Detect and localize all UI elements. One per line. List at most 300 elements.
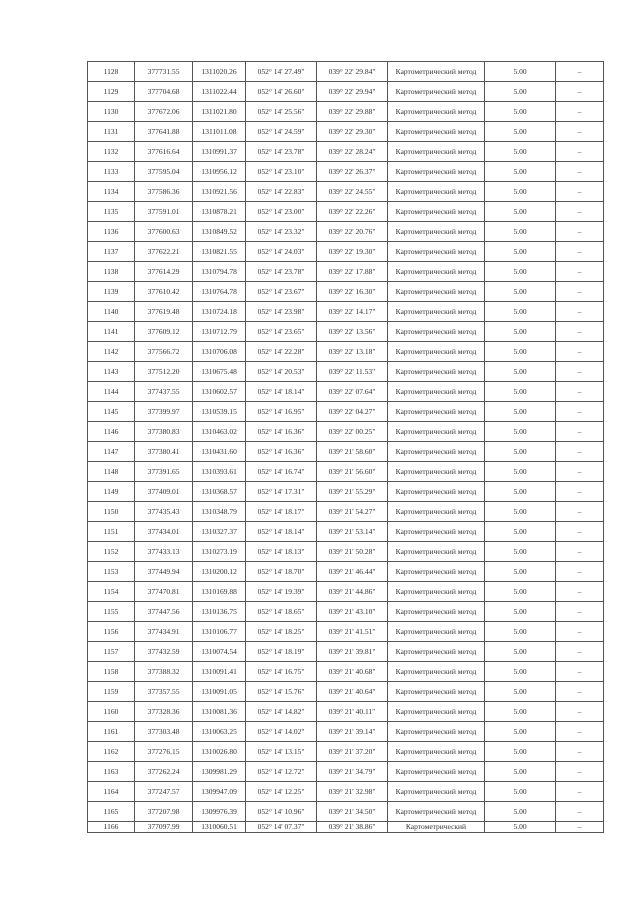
latitude-cell: 052° 14' 16.36": [246, 422, 317, 442]
y-coordinate-cell: 1310764.78: [193, 282, 246, 302]
method-cell: Картометрический метод: [388, 222, 485, 242]
description-cell: –: [556, 282, 604, 302]
x-coordinate-cell: 377609.12: [135, 322, 193, 342]
longitude-cell: 039° 21' 58.60": [317, 442, 388, 462]
description-cell: –: [556, 322, 604, 342]
x-coordinate-cell: 377207.98: [135, 802, 193, 822]
point-number-cell: 1166: [88, 822, 135, 833]
accuracy-cell: 5.00: [485, 562, 556, 582]
table-row: [88, 602, 604, 622]
y-coordinate-cell: 1310200.12: [193, 562, 246, 582]
method-cell: Картометрический метод: [388, 602, 485, 622]
accuracy-cell: 5.00: [485, 382, 556, 402]
table-row: [88, 502, 604, 522]
x-coordinate-cell: 377357.55: [135, 682, 193, 702]
longitude-cell: 039° 21' 40.64": [317, 682, 388, 702]
point-number-cell: 1134: [88, 182, 135, 202]
x-coordinate-cell: 377262.24: [135, 762, 193, 782]
x-coordinate-cell: 377409.01: [135, 482, 193, 502]
table-row: [88, 462, 604, 482]
point-number-cell: 1159: [88, 682, 135, 702]
y-coordinate-cell: 1310026.80: [193, 742, 246, 762]
point-number-cell: 1130: [88, 102, 135, 122]
longitude-cell: 039° 21' 54.27": [317, 502, 388, 522]
latitude-cell: 052° 14' 20.53": [246, 362, 317, 382]
method-cell: Картометрический метод: [388, 442, 485, 462]
method-cell: Картометрический метод: [388, 782, 485, 802]
method-cell: Картометрический метод: [388, 162, 485, 182]
point-number-cell: 1137: [88, 242, 135, 262]
description-cell: –: [556, 182, 604, 202]
description-cell: –: [556, 482, 604, 502]
accuracy-cell: 5.00: [485, 582, 556, 602]
y-coordinate-cell: 1310821.55: [193, 242, 246, 262]
latitude-cell: 052° 14' 16.36": [246, 442, 317, 462]
longitude-cell: 039° 22' 11.53": [317, 362, 388, 382]
latitude-cell: 052° 14' 17.31": [246, 482, 317, 502]
description-cell: –: [556, 762, 604, 782]
y-coordinate-cell: 1310136.75: [193, 602, 246, 622]
longitude-cell: 039° 22' 19.30": [317, 242, 388, 262]
longitude-cell: 039° 22' 13.18": [317, 342, 388, 362]
method-cell: Картометрический метод: [388, 762, 485, 782]
description-cell: –: [556, 142, 604, 162]
x-coordinate-cell: 377470.81: [135, 582, 193, 602]
y-coordinate-cell: 1310273.19: [193, 542, 246, 562]
y-coordinate-cell: 1310539.15: [193, 402, 246, 422]
method-cell: Картометрический метод: [388, 422, 485, 442]
longitude-cell: 039° 21' 41.51": [317, 622, 388, 642]
longitude-cell: 039° 21' 56.60": [317, 462, 388, 482]
table-row: [88, 322, 604, 342]
description-cell: –: [556, 162, 604, 182]
coordinates-table: [87, 61, 604, 833]
point-number-cell: 1139: [88, 282, 135, 302]
description-cell: –: [556, 662, 604, 682]
point-number-cell: 1148: [88, 462, 135, 482]
method-cell: Картометрический метод: [388, 502, 485, 522]
longitude-cell: 039° 21' 38.86": [317, 822, 388, 833]
latitude-cell: 052° 14' 13.15": [246, 742, 317, 762]
point-number-cell: 1150: [88, 502, 135, 522]
y-coordinate-cell: 1310348.79: [193, 502, 246, 522]
description-cell: –: [556, 82, 604, 102]
description-cell: –: [556, 222, 604, 242]
longitude-cell: 039° 21' 43.10": [317, 602, 388, 622]
accuracy-cell: 5.00: [485, 142, 556, 162]
point-number-cell: 1132: [88, 142, 135, 162]
table-row: [88, 642, 604, 662]
latitude-cell: 052° 14' 23.78": [246, 142, 317, 162]
description-cell: –: [556, 102, 604, 122]
x-coordinate-cell: 377595.04: [135, 162, 193, 182]
x-coordinate-cell: 377434.01: [135, 522, 193, 542]
method-cell: Картометрический метод: [388, 562, 485, 582]
table-row: [88, 162, 604, 182]
method-cell: Картометрический метод: [388, 702, 485, 722]
accuracy-cell: 5.00: [485, 442, 556, 462]
accuracy-cell: 5.00: [485, 622, 556, 642]
x-coordinate-cell: 377591.01: [135, 202, 193, 222]
y-coordinate-cell: 1311020.26: [193, 62, 246, 82]
y-coordinate-cell: 1310368.57: [193, 482, 246, 502]
method-cell: Картометрический метод: [388, 362, 485, 382]
longitude-cell: 039° 21' 39.81": [317, 642, 388, 662]
table-row: [88, 342, 604, 362]
y-coordinate-cell: 1310169.88: [193, 582, 246, 602]
table-row: [88, 142, 604, 162]
y-coordinate-cell: 1310991.37: [193, 142, 246, 162]
table-row: [88, 742, 604, 762]
table-body: [88, 62, 604, 833]
table-row: [88, 482, 604, 502]
latitude-cell: 052° 14' 25.56": [246, 102, 317, 122]
accuracy-cell: 5.00: [485, 682, 556, 702]
table-row: [88, 282, 604, 302]
point-number-cell: 1157: [88, 642, 135, 662]
point-number-cell: 1155: [88, 602, 135, 622]
y-coordinate-cell: 1309976.39: [193, 802, 246, 822]
x-coordinate-cell: 377622.21: [135, 242, 193, 262]
longitude-cell: 039° 21' 44.86": [317, 582, 388, 602]
latitude-cell: 052° 14' 16.75": [246, 662, 317, 682]
latitude-cell: 052° 14' 23.00": [246, 202, 317, 222]
method-cell: Картометрический метод: [388, 282, 485, 302]
latitude-cell: 052° 14' 18.13": [246, 542, 317, 562]
longitude-cell: 039° 22' 29.84": [317, 62, 388, 82]
y-coordinate-cell: 1310712.79: [193, 322, 246, 342]
x-coordinate-cell: 377672.06: [135, 102, 193, 122]
latitude-cell: 052° 14' 26.60": [246, 82, 317, 102]
table-row: [88, 802, 604, 822]
latitude-cell: 052° 14' 18.14": [246, 522, 317, 542]
latitude-cell: 052° 14' 12.25": [246, 782, 317, 802]
longitude-cell: 039° 22' 26.37": [317, 162, 388, 182]
accuracy-cell: 5.00: [485, 282, 556, 302]
description-cell: –: [556, 462, 604, 482]
latitude-cell: 052° 14' 18.14": [246, 382, 317, 402]
point-number-cell: 1151: [88, 522, 135, 542]
description-cell: –: [556, 522, 604, 542]
y-coordinate-cell: 1310921.56: [193, 182, 246, 202]
table-row: [88, 202, 604, 222]
point-number-cell: 1153: [88, 562, 135, 582]
latitude-cell: 052° 14' 23.10": [246, 162, 317, 182]
x-coordinate-cell: 377616.64: [135, 142, 193, 162]
longitude-cell: 039° 21' 40.68": [317, 662, 388, 682]
y-coordinate-cell: 1310706.08: [193, 342, 246, 362]
table-row: [88, 82, 604, 102]
accuracy-cell: 5.00: [485, 642, 556, 662]
method-cell: Картометрический метод: [388, 242, 485, 262]
description-cell: –: [556, 402, 604, 422]
point-number-cell: 1147: [88, 442, 135, 462]
method-cell: Картометрический метод: [388, 262, 485, 282]
latitude-cell: 052° 14' 18.25": [246, 622, 317, 642]
latitude-cell: 052° 14' 24.59": [246, 122, 317, 142]
x-coordinate-cell: 377641.88: [135, 122, 193, 142]
x-coordinate-cell: 377432.59: [135, 642, 193, 662]
description-cell: –: [556, 382, 604, 402]
point-number-cell: 1129: [88, 82, 135, 102]
method-cell: Картометрический метод: [388, 742, 485, 762]
description-cell: –: [556, 542, 604, 562]
method-cell: Картометрический метод: [388, 722, 485, 742]
y-coordinate-cell: 1310794.78: [193, 262, 246, 282]
table-row: [88, 242, 604, 262]
accuracy-cell: 5.00: [485, 502, 556, 522]
method-cell: Картометрический метод: [388, 102, 485, 122]
longitude-cell: 039° 22' 29.88": [317, 102, 388, 122]
table-row: [88, 782, 604, 802]
longitude-cell: 039° 22' 16.30": [317, 282, 388, 302]
point-number-cell: 1158: [88, 662, 135, 682]
longitude-cell: 039° 21' 32.98": [317, 782, 388, 802]
accuracy-cell: 5.00: [485, 162, 556, 182]
method-cell: Картометрический метод: [388, 642, 485, 662]
point-number-cell: 1165: [88, 802, 135, 822]
y-coordinate-cell: 1310431.60: [193, 442, 246, 462]
description-cell: –: [556, 722, 604, 742]
longitude-cell: 039° 22' 13.56": [317, 322, 388, 342]
description-cell: –: [556, 822, 604, 833]
y-coordinate-cell: 1310393.61: [193, 462, 246, 482]
latitude-cell: 052° 14' 18.19": [246, 642, 317, 662]
description-cell: –: [556, 262, 604, 282]
longitude-cell: 039° 22' 20.76": [317, 222, 388, 242]
accuracy-cell: 5.00: [485, 482, 556, 502]
accuracy-cell: 5.00: [485, 462, 556, 482]
table-row: [88, 102, 604, 122]
accuracy-cell: 5.00: [485, 722, 556, 742]
description-cell: –: [556, 742, 604, 762]
x-coordinate-cell: 377391.65: [135, 462, 193, 482]
method-cell: Картометрический метод: [388, 522, 485, 542]
x-coordinate-cell: 377380.41: [135, 442, 193, 462]
description-cell: –: [556, 442, 604, 462]
table-row: [88, 622, 604, 642]
accuracy-cell: 5.00: [485, 82, 556, 102]
method-cell: Картометрический метод: [388, 682, 485, 702]
point-number-cell: 1133: [88, 162, 135, 182]
latitude-cell: 052° 14' 14.82": [246, 702, 317, 722]
y-coordinate-cell: 1310106.77: [193, 622, 246, 642]
x-coordinate-cell: 377447.56: [135, 602, 193, 622]
table-row: [88, 722, 604, 742]
description-cell: –: [556, 62, 604, 82]
description-cell: –: [556, 302, 604, 322]
description-cell: –: [556, 202, 604, 222]
y-coordinate-cell: 1310849.52: [193, 222, 246, 242]
table-row: [88, 682, 604, 702]
longitude-cell: 039° 22' 24.55": [317, 182, 388, 202]
accuracy-cell: 5.00: [485, 362, 556, 382]
description-cell: –: [556, 622, 604, 642]
longitude-cell: 039° 22' 29.30": [317, 122, 388, 142]
accuracy-cell: 5.00: [485, 762, 556, 782]
table-row: [88, 262, 604, 282]
x-coordinate-cell: 377276.15: [135, 742, 193, 762]
description-cell: –: [556, 122, 604, 142]
table-row: [88, 362, 604, 382]
longitude-cell: 039° 21' 34.50": [317, 802, 388, 822]
x-coordinate-cell: 377399.97: [135, 402, 193, 422]
x-coordinate-cell: 377247.57: [135, 782, 193, 802]
method-cell: Картометрический: [388, 822, 485, 833]
latitude-cell: 052° 14' 12.72": [246, 762, 317, 782]
y-coordinate-cell: 1311022.44: [193, 82, 246, 102]
accuracy-cell: 5.00: [485, 542, 556, 562]
accuracy-cell: 5.00: [485, 182, 556, 202]
latitude-cell: 052° 14' 22.28": [246, 342, 317, 362]
x-coordinate-cell: 377614.29: [135, 262, 193, 282]
point-number-cell: 1163: [88, 762, 135, 782]
point-number-cell: 1136: [88, 222, 135, 242]
table-row: [88, 562, 604, 582]
description-cell: –: [556, 242, 604, 262]
table-row: [88, 582, 604, 602]
method-cell: Картометрический метод: [388, 142, 485, 162]
description-cell: –: [556, 562, 604, 582]
latitude-cell: 052° 14' 16.74": [246, 462, 317, 482]
table-row: [88, 122, 604, 142]
table-row: [88, 422, 604, 442]
table-row: [88, 522, 604, 542]
method-cell: Картометрический метод: [388, 342, 485, 362]
y-coordinate-cell: 1310091.41: [193, 662, 246, 682]
latitude-cell: 052° 14' 23.98": [246, 302, 317, 322]
accuracy-cell: 5.00: [485, 702, 556, 722]
point-number-cell: 1161: [88, 722, 135, 742]
longitude-cell: 039° 22' 17.88": [317, 262, 388, 282]
table-row: [88, 662, 604, 682]
point-number-cell: 1149: [88, 482, 135, 502]
longitude-cell: 039° 22' 07.64": [317, 382, 388, 402]
accuracy-cell: 5.00: [485, 822, 556, 833]
y-coordinate-cell: 1311011.08: [193, 122, 246, 142]
method-cell: Картометрический метод: [388, 322, 485, 342]
longitude-cell: 039° 22' 14.17": [317, 302, 388, 322]
latitude-cell: 052° 14' 24.03": [246, 242, 317, 262]
longitude-cell: 039° 21' 39.14": [317, 722, 388, 742]
method-cell: Картометрический метод: [388, 82, 485, 102]
y-coordinate-cell: 1310074.54: [193, 642, 246, 662]
point-number-cell: 1154: [88, 582, 135, 602]
accuracy-cell: 5.00: [485, 602, 556, 622]
table-row: [88, 382, 604, 402]
point-number-cell: 1143: [88, 362, 135, 382]
y-coordinate-cell: 1310675.48: [193, 362, 246, 382]
method-cell: Картометрический метод: [388, 382, 485, 402]
table-row: [88, 542, 604, 562]
table-row: [88, 762, 604, 782]
accuracy-cell: 5.00: [485, 302, 556, 322]
x-coordinate-cell: 377434.91: [135, 622, 193, 642]
y-coordinate-cell: 1310878.21: [193, 202, 246, 222]
method-cell: Картометрический метод: [388, 582, 485, 602]
longitude-cell: 039° 21' 50.28": [317, 542, 388, 562]
y-coordinate-cell: 1309981.29: [193, 762, 246, 782]
y-coordinate-cell: 1310060.51: [193, 822, 246, 833]
method-cell: Картометрический метод: [388, 402, 485, 422]
x-coordinate-cell: 377435.43: [135, 502, 193, 522]
longitude-cell: 039° 21' 37.20": [317, 742, 388, 762]
table-row: [88, 702, 604, 722]
point-number-cell: 1156: [88, 622, 135, 642]
method-cell: Картометрический метод: [388, 462, 485, 482]
x-coordinate-cell: 377437.55: [135, 382, 193, 402]
description-cell: –: [556, 702, 604, 722]
latitude-cell: 052° 14' 15.76": [246, 682, 317, 702]
latitude-cell: 052° 14' 23.65": [246, 322, 317, 342]
point-number-cell: 1164: [88, 782, 135, 802]
point-number-cell: 1142: [88, 342, 135, 362]
point-number-cell: 1162: [88, 742, 135, 762]
point-number-cell: 1152: [88, 542, 135, 562]
x-coordinate-cell: 377433.13: [135, 542, 193, 562]
method-cell: Картометрический метод: [388, 802, 485, 822]
point-number-cell: 1138: [88, 262, 135, 282]
x-coordinate-cell: 377586.36: [135, 182, 193, 202]
method-cell: Картометрический метод: [388, 542, 485, 562]
description-cell: –: [556, 342, 604, 362]
y-coordinate-cell: 1310463.02: [193, 422, 246, 442]
latitude-cell: 052° 14' 10.96": [246, 802, 317, 822]
table-row: [88, 442, 604, 462]
latitude-cell: 052° 14' 19.39": [246, 582, 317, 602]
y-coordinate-cell: 1310602.57: [193, 382, 246, 402]
table-row: [88, 402, 604, 422]
longitude-cell: 039° 21' 40.11": [317, 702, 388, 722]
y-coordinate-cell: 1310724.18: [193, 302, 246, 322]
latitude-cell: 052° 14' 18.70": [246, 562, 317, 582]
description-cell: –: [556, 602, 604, 622]
x-coordinate-cell: 377380.83: [135, 422, 193, 442]
accuracy-cell: 5.00: [485, 782, 556, 802]
method-cell: Картометрический метод: [388, 662, 485, 682]
x-coordinate-cell: 377303.48: [135, 722, 193, 742]
table-row: [88, 62, 604, 82]
accuracy-cell: 5.00: [485, 222, 556, 242]
accuracy-cell: 5.00: [485, 242, 556, 262]
longitude-cell: 039° 21' 55.29": [317, 482, 388, 502]
method-cell: Картометрический метод: [388, 202, 485, 222]
point-number-cell: 1145: [88, 402, 135, 422]
latitude-cell: 052° 14' 07.37": [246, 822, 317, 833]
latitude-cell: 052° 14' 23.78": [246, 262, 317, 282]
accuracy-cell: 5.00: [485, 122, 556, 142]
longitude-cell: 039° 21' 34.79": [317, 762, 388, 782]
x-coordinate-cell: 377731.55: [135, 62, 193, 82]
accuracy-cell: 5.00: [485, 262, 556, 282]
description-cell: –: [556, 422, 604, 442]
point-number-cell: 1144: [88, 382, 135, 402]
latitude-cell: 052° 14' 22.83": [246, 182, 317, 202]
description-cell: –: [556, 782, 604, 802]
x-coordinate-cell: 377566.72: [135, 342, 193, 362]
method-cell: Картометрический метод: [388, 302, 485, 322]
x-coordinate-cell: 377619.48: [135, 302, 193, 322]
accuracy-cell: 5.00: [485, 522, 556, 542]
accuracy-cell: 5.00: [485, 202, 556, 222]
point-number-cell: 1146: [88, 422, 135, 442]
latitude-cell: 052° 14' 18.17": [246, 502, 317, 522]
y-coordinate-cell: 1311021.80: [193, 102, 246, 122]
longitude-cell: 039° 22' 28.24": [317, 142, 388, 162]
x-coordinate-cell: 377704.68: [135, 82, 193, 102]
point-number-cell: 1160: [88, 702, 135, 722]
y-coordinate-cell: 1310063.25: [193, 722, 246, 742]
